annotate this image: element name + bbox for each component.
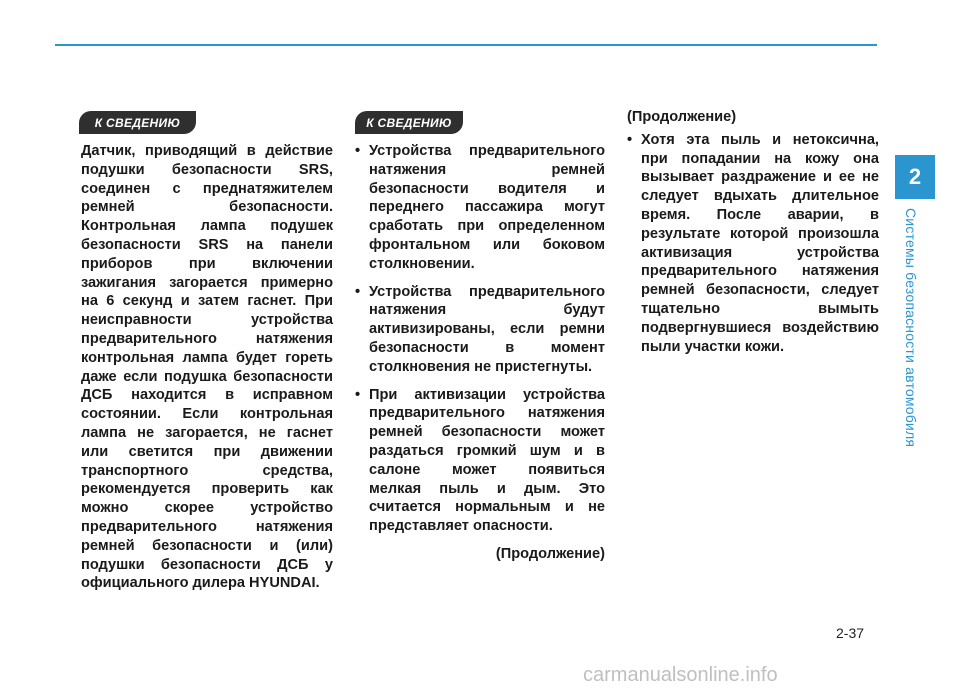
header-rule: [55, 44, 877, 46]
left-paragraph: Датчик, приводящий в действие подушки безопасности SRS, соединен с преднатяжителем ремней безопасности. Контрольная лампа подушек безопасности SRS на панели приборов при включении зажигания загорается примерно на 6 секунд и затем гаснет. При неисправности устройства предварительного натяжения контрольная лампа будет гореть даже если подушка безопасности ДСБ находится в исправном состоянии. Если контрольная лампа не загорается, не гаснет или светится при движении транспортного средства, рекомендуется проверить как можно скорее устройство предварительного натяжения ремней безопасности и (или) подушки безопасности ДСБ у официального дилера HYUNDAI.: [81, 143, 333, 592]
list-item: [355, 142, 605, 274]
chapter-number-tab: 2: [895, 155, 935, 199]
list-item-text: Устройства предварительного натяжения ремней безопасности водителя и переднего пассажира могут сработать при определенном фронтальном или боковом столкновении.: [369, 143, 605, 272]
list-item-text: Устройства предварительного натяжения будут активизированы, если ремни безопасности в момент столкновения не пристегнуты.: [369, 283, 605, 375]
watermark: carmanualsonline.info: [583, 664, 778, 686]
bullet-icon: •: [355, 143, 361, 159]
middle-column: [355, 142, 605, 564]
note-badge-left: К СВЕДЕНИЮ: [79, 111, 196, 134]
left-column: [81, 142, 333, 593]
continued-heading: (Продолжение): [627, 109, 737, 125]
list-item: [355, 386, 605, 536]
bullet-icon: •: [355, 283, 361, 300]
continued-label: (Продолжение): [495, 545, 605, 562]
list-item-text: При активизации устройства предварительного натяжения ремней безопасности может раздаться громкий шум и в салоне может появиться мелкая пыль и дым. Это считается нормальным и не представляет опасности.: [369, 386, 605, 535]
bullet-icon: •: [355, 386, 361, 403]
note-badge-middle: К СВЕДЕНИЮ: [355, 111, 463, 134]
list-item: [355, 283, 605, 377]
list-item: [627, 131, 879, 357]
list-item-text: Хотя эта пыль и нетоксична, при попадании на кожу она вызывает раздражение и ее не следует вдыхать длительное время. После аварии, в результате которой произошла активизация устройства предварительного натяжения ремней безопасности, следует тщательно вымыть подвергнувшиеся воздействию пыли участки кожи.: [641, 131, 879, 355]
right-column: [627, 108, 879, 365]
page-number: 2-37: [836, 625, 865, 641]
chapter-title: Системы безопасности автомобиля: [903, 208, 919, 448]
bullet-icon: •: [627, 131, 633, 148]
